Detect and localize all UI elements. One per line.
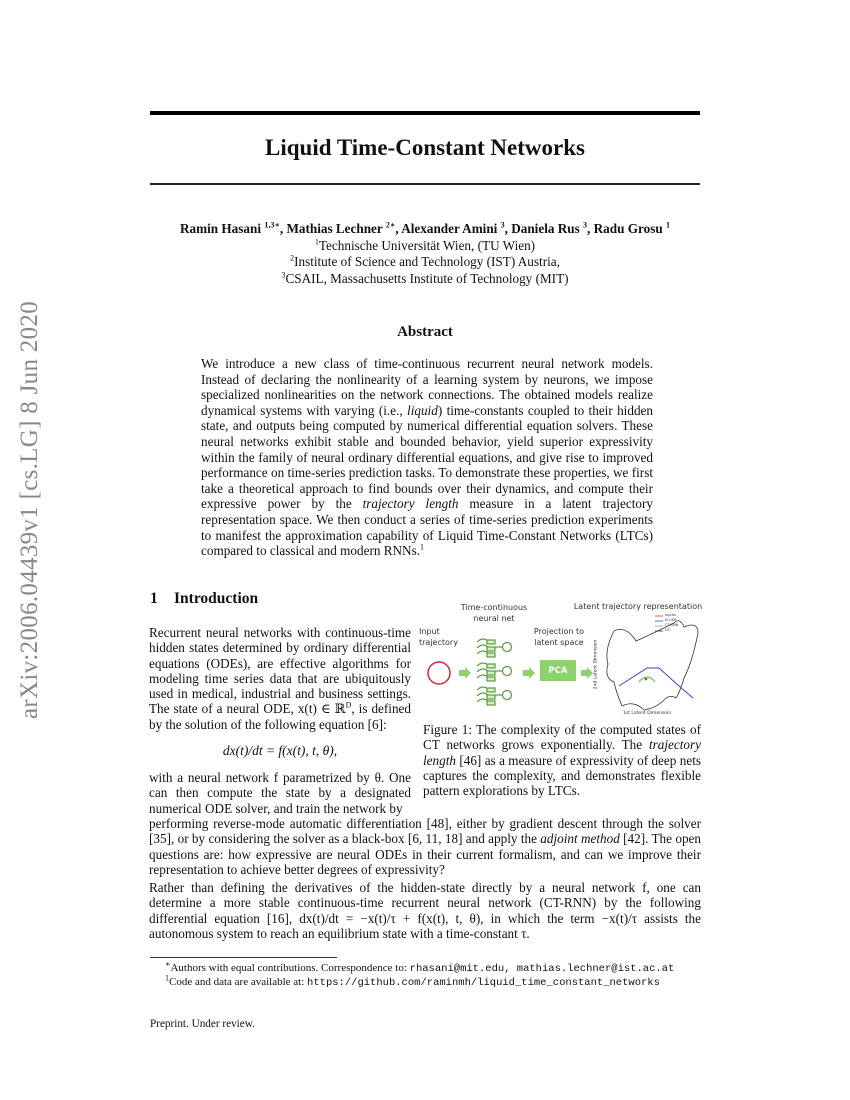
fig-label-net: Time-continuous neural net [460,603,528,623]
y-axis-label: 2nd Latent Dimension [593,639,599,690]
equation-neural-ode: dx(t)/dt = f(x(t), t, θ), [222,743,338,758]
input-circle-icon [428,662,450,684]
github-link[interactable]: https://github.com/raminmh/liquid_time_constant_networks [307,977,660,989]
footnote-rule [150,957,337,958]
x-axis-label: 1st Latent Dimension [623,711,672,716]
title-rule-top [150,111,700,115]
intro-paragraph-3: performing reverse-mode automatic differentiation [48], either by gradient descent through the solver [35], or by considering the solver as a black-box [6, 11, 18] and apply the adjoint method [42]. The open questions are: how expressive are neural ODEs in their current formalism, and can we improve their representation to achieve better degrees of expressivity? [149,816,701,877]
fig-label-input: Input trajectory [419,627,458,647]
pca-box: PCA [540,660,576,681]
section-heading-introduction: 1 Introduction [150,590,259,607]
figure-1-caption: Figure 1: The complexity of the computed states of CT networks grows exponentially. The trajectory length [46] as a measure of expressivity of deep nets captures the complexity, and demonstrates flexible pattern explorations by LTCs. [423,722,701,799]
intro-paragraph-4: Rather than defining the derivatives of the hidden-state directly by a neural network f, one can determine a more stable continuous-time recurrent neural network (CT-RNN) by the following differential equation [16], dx(t)/dt = −x(t)/τ + f(x(t), t, θ), in which the term −x(t)/τ assists the autonomous system to reach an equilibrium state with a time-constant τ. [149,880,701,941]
fig-label-latent: Latent trajectory representation [573,602,703,611]
footnote-equal-contribution: ∗Authors with equal contributions. Correspondence to: rhasani@mit.edu, mathias.lechner@ist.ac.at [165,959,675,975]
arrow-icon [581,667,593,679]
preprint-note: Preprint. Under review. [150,1018,255,1030]
affiliation: $^2$Institute of Science and Technology (IST) Austria, [290,253,560,269]
figure-diagram [419,598,704,720]
legend: Inputs N-ODE CT-RNN LTC [665,613,679,632]
abstract-body: We introduce a new class of time-continuous recurrent neural network models. Instead of declaring the nonlinearity of a learning system by neurons, we impose specialized nonlinearities on the network connections. The obtained models realize dynamical systems with varying (i.e., liquid) time-constants coupled to their hidden state, and outputs being computed by numerical differential equation solvers. These neural networks exhibit stable and bounded behavior, yield superior expressivity within the family of neural ordinary differential equations, and give rise to improved performance on time-series prediction tasks. To demonstrate these properties, we first take a theoretical approach to find bounds over their dynamics, and compute their expressive power by the trajectory length measure in a latent trajectory representation space. We then conduct a series of time-series prediction experiments to manifest the approximation capability of Liquid Time-Constant Networks (LTCs) compared to classical and modern RNNs.$^1$ [201,356,653,559]
neuron-icon [477,639,512,705]
author-block [150,221,700,287]
abstract-heading: Abstract [397,324,453,340]
latent-plot [607,616,698,710]
intro-paragraph-1: Recurrent neural networks with continuous-time hidden states determined by ordinary differential equations (ODEs), are effective algorithms for modeling time series data that are ubiquitously used in medical, industrial and business settings. The state of a neural ODE, x(t) ∈ ℝ$^D$, is defined by the solution of the following equation [6]: [149,625,412,732]
fig-label-projection: Projection to latent space [533,627,585,647]
title-rule-bottom [150,183,700,185]
affiliation: $^1$Technische Universität Wien, (TU Wien) [314,237,536,253]
footnote-code: $^1$Code and data are available at: https://github.com/raminmh/liquid_time_constant_networks [165,973,660,989]
paper-title: Liquid Time-Constant Networks [265,135,585,160]
intro-paragraph-2: with a neural network f parametrized by θ. One can then compute the state by a designated numerical ODE solver, and train the network by [149,770,411,816]
email-link[interactable]: rhasani@mit.edu, mathias.lechner@ist.ac.at [409,963,675,975]
arrow-icon [523,667,535,679]
figure-1 [419,598,704,720]
author-list: Ramin Hasani $^{1,3∗}$, Mathias Lechner $^{2∗}$, Alexander Amini $^3$, Daniela Rus $^3$, Radu Grosu $^1$ [180,220,670,236]
affiliation: $^3$CSAIL, Massachusetts Institute of Technology (MIT) [281,270,569,286]
arrow-icon [459,667,471,679]
arxiv-stamp: arXiv:2006.04439v1 [cs.LG] 8 Jun 2020 [16,301,43,719]
